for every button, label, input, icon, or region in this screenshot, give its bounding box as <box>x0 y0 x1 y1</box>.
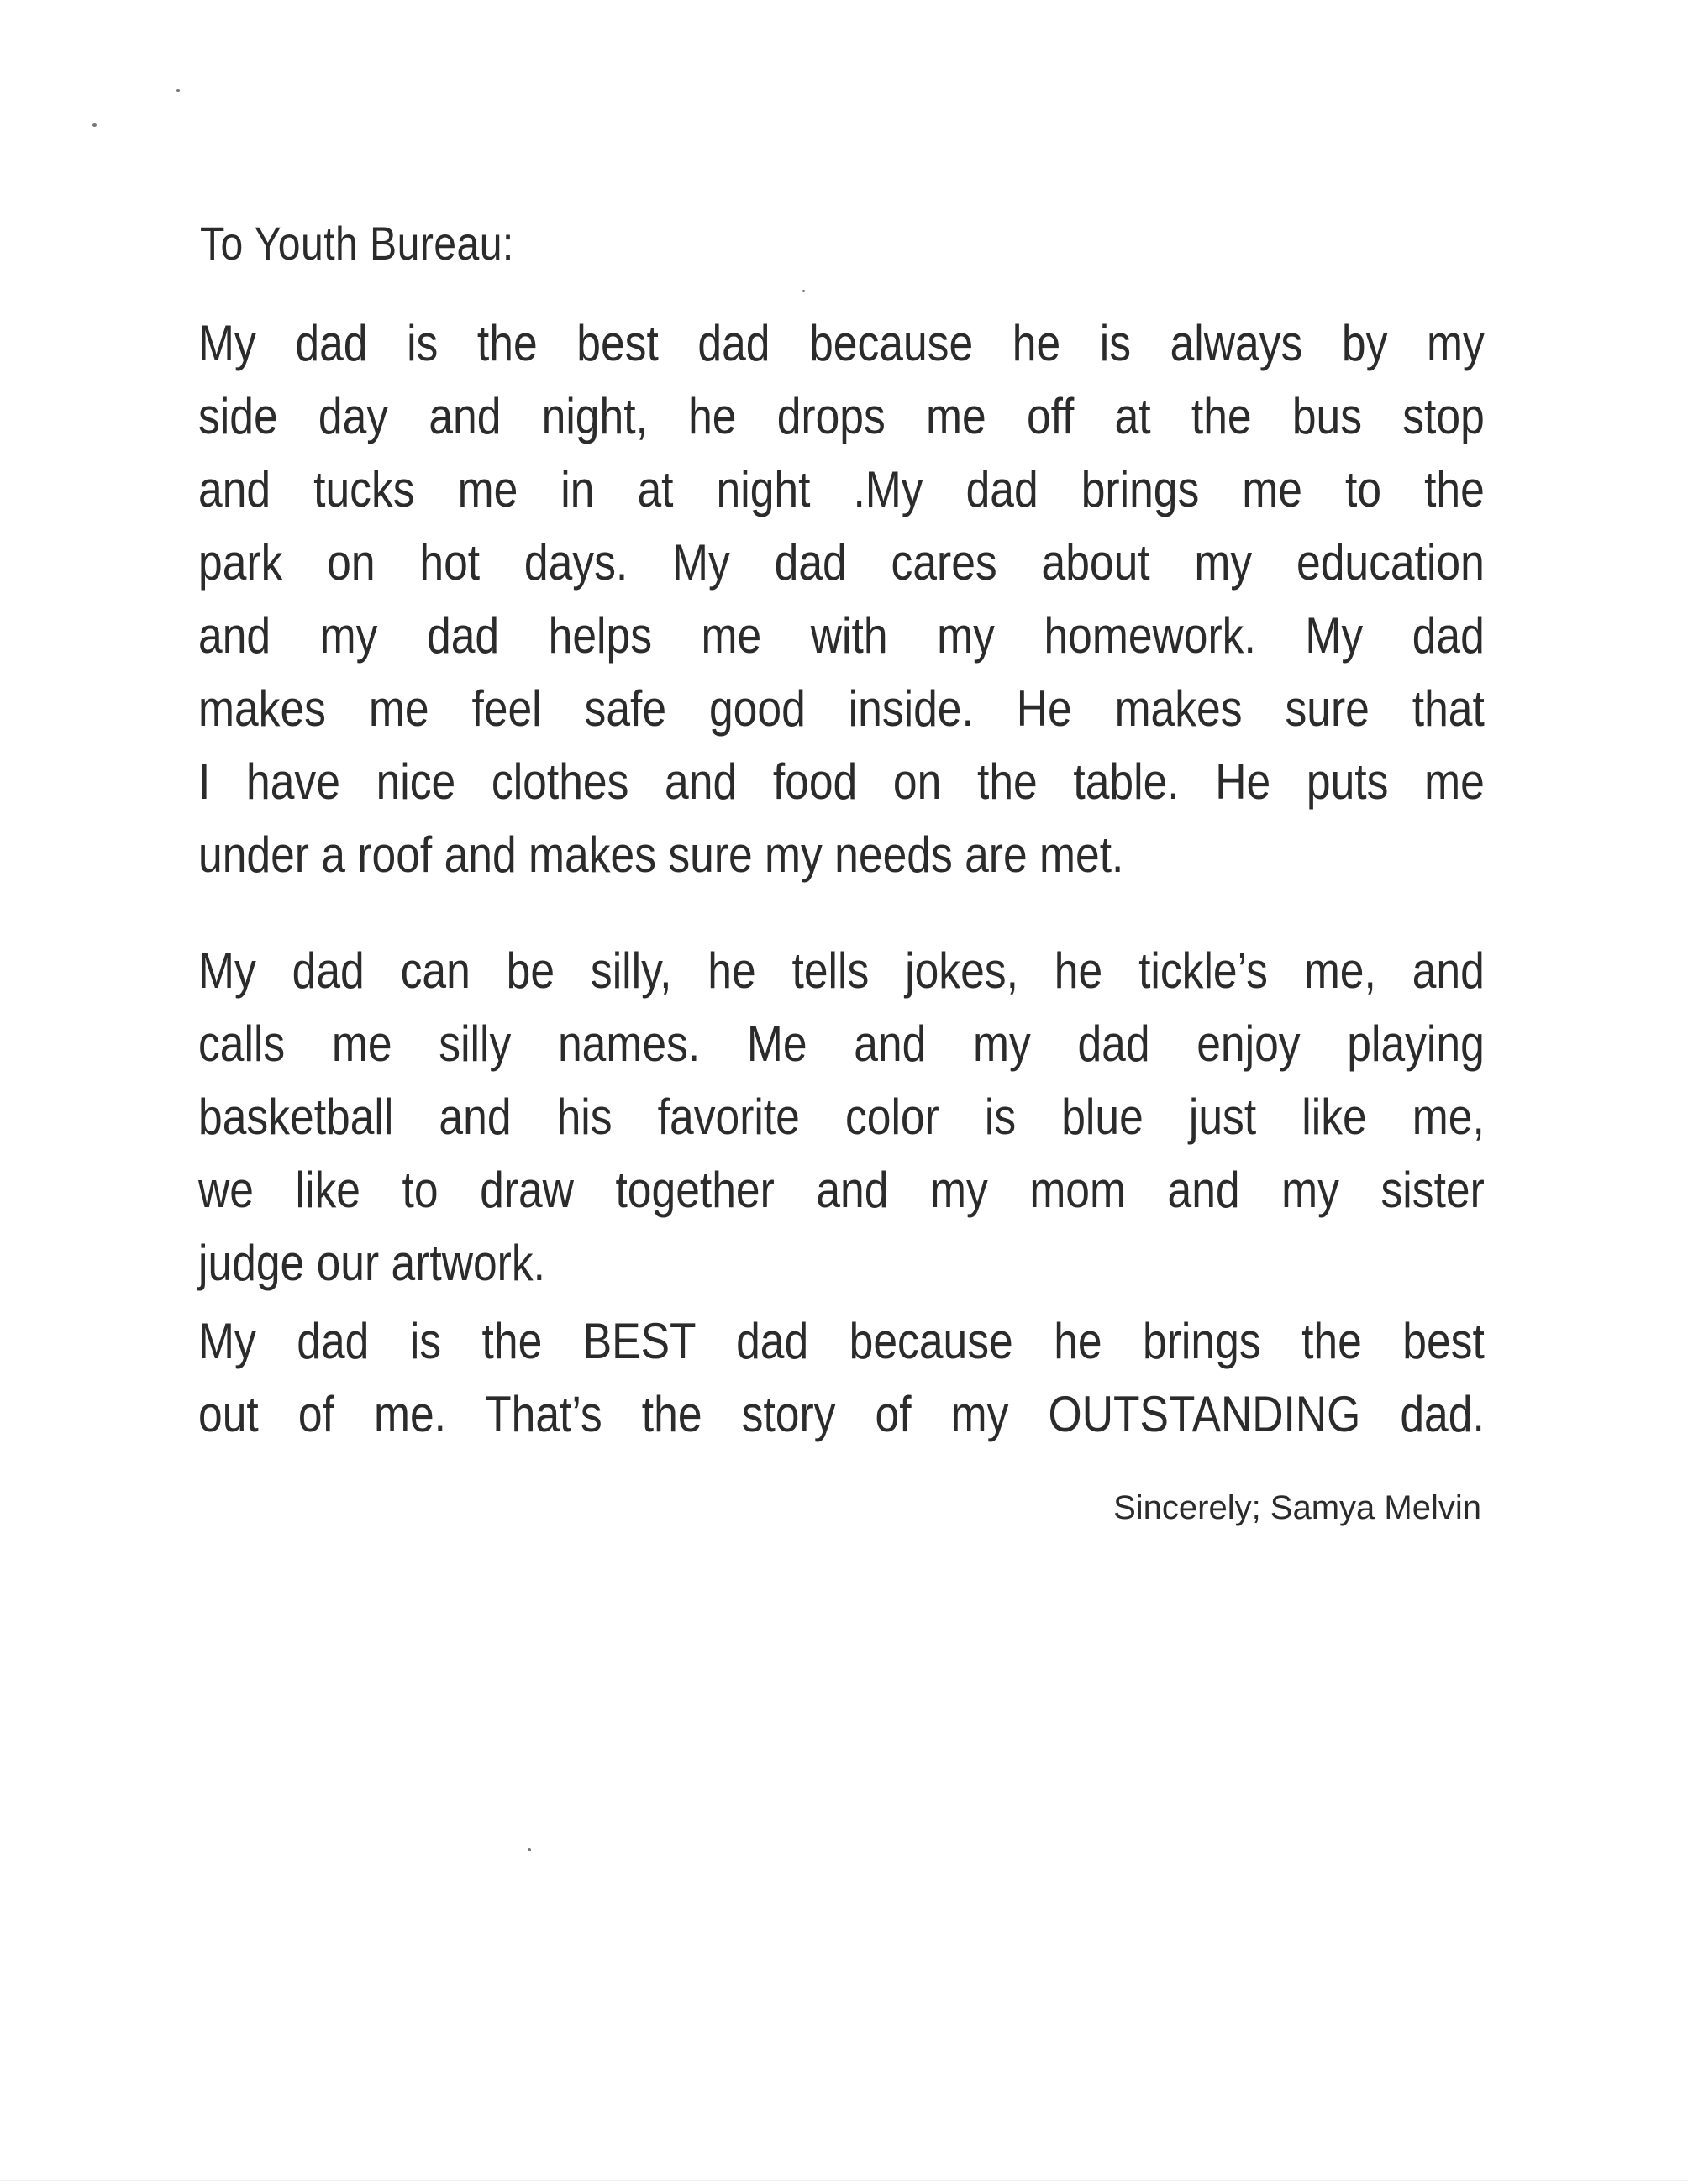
paragraph-2 <box>198 934 1485 1299</box>
scan-speck <box>802 290 805 292</box>
text-line: makes me feel safe good inside. He makes sure that <box>198 680 1485 737</box>
text-line: and my dad helps me with my homework. My dad <box>198 607 1485 664</box>
scan-speck <box>92 123 97 127</box>
text-line: out of me. That’s the story of my OUTSTANDING dad. <box>198 1386 1485 1442</box>
salutation: To Youth Bureau: <box>200 217 514 270</box>
text-line: judge our artwork. <box>198 1235 546 1291</box>
paragraph-3 <box>198 1305 1485 1451</box>
scan-speck <box>528 1848 531 1851</box>
text-line: I have nice clothes and food on the table. He puts me <box>198 753 1485 810</box>
text-line: My dad is the BEST dad because he brings the best <box>198 1313 1485 1369</box>
scan-edge <box>0 2180 1688 2181</box>
signature: Sincerely; Samya Melvin <box>1113 1489 1481 1526</box>
text-line: we like to draw together and my mom and my sister <box>198 1162 1485 1218</box>
text-line: under a roof and makes sure my needs are met. <box>198 827 1124 883</box>
text-line: My dad is the best dad because he is always by my <box>198 315 1485 371</box>
text-line: basketball and his favorite color is blue just like me, <box>198 1089 1485 1145</box>
scan-speck <box>176 89 180 92</box>
text-line: My dad can be silly, he tells jokes, he tickle’s me, and <box>198 942 1485 999</box>
text-line: park on hot days. My dad cares about my education <box>198 534 1485 591</box>
paragraph-1 <box>198 307 1485 891</box>
text-line: calls me silly names. Me and my dad enjoy playing <box>198 1016 1485 1072</box>
text-line: and tucks me in at night .My dad brings me to the <box>198 461 1485 517</box>
text-line: side day and night, he drops me off at the bus stop <box>198 388 1485 444</box>
